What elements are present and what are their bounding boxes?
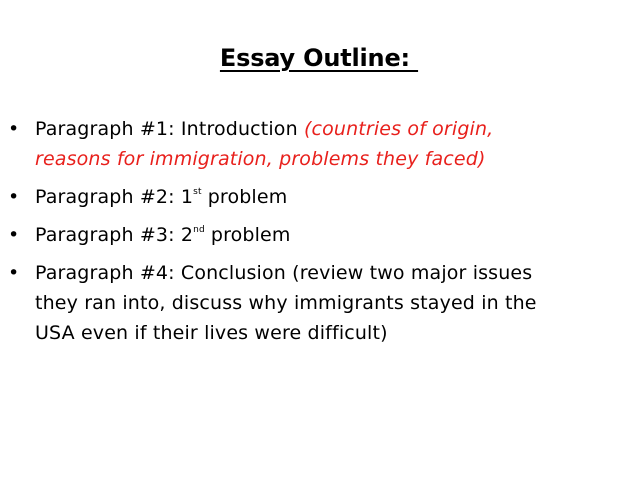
bullet-line: USA even if their lives were difficult) — [35, 322, 388, 344]
bullet-line — [35, 182, 630, 212]
bullet-line — [35, 114, 630, 144]
bullet-text: Paragraph #3: 2 — [35, 224, 194, 246]
bullet-item-paragraph-3 — [0, 220, 638, 250]
ordinal-superscript: nd — [193, 225, 205, 235]
bullet-list — [0, 114, 638, 356]
bullet-line: Paragraph #4: Conclusion (review two major issues — [35, 262, 533, 284]
ordinal-superscript: st — [193, 187, 202, 197]
bullet-line: they ran into, discuss why immigrants stayed in the — [35, 292, 537, 314]
bullet-text: problem — [207, 186, 288, 208]
bullet-dot-icon: • — [8, 118, 20, 140]
bullet-note-red: (countries of origin, — [303, 118, 494, 140]
bullet-dot-icon: • — [8, 186, 20, 208]
bullet-item-paragraph-2 — [0, 182, 638, 212]
bullet-dot-icon: • — [8, 262, 20, 284]
bullet-text: Paragraph #2: 1 — [35, 186, 194, 208]
bullet-line — [35, 220, 630, 250]
bullet-text: problem — [210, 224, 291, 246]
bullet-dot-icon: • — [8, 224, 20, 246]
bullet-text: Paragraph #1: Introduction — [35, 118, 304, 140]
bullet-note-red: reasons for immigration, problems they faced) — [35, 148, 486, 170]
bullet-item-paragraph-1 — [0, 114, 638, 174]
slide-title: Essay Outline: — [219, 44, 419, 72]
title-container — [0, 44, 638, 72]
bullet-item-paragraph-4 — [0, 258, 638, 348]
